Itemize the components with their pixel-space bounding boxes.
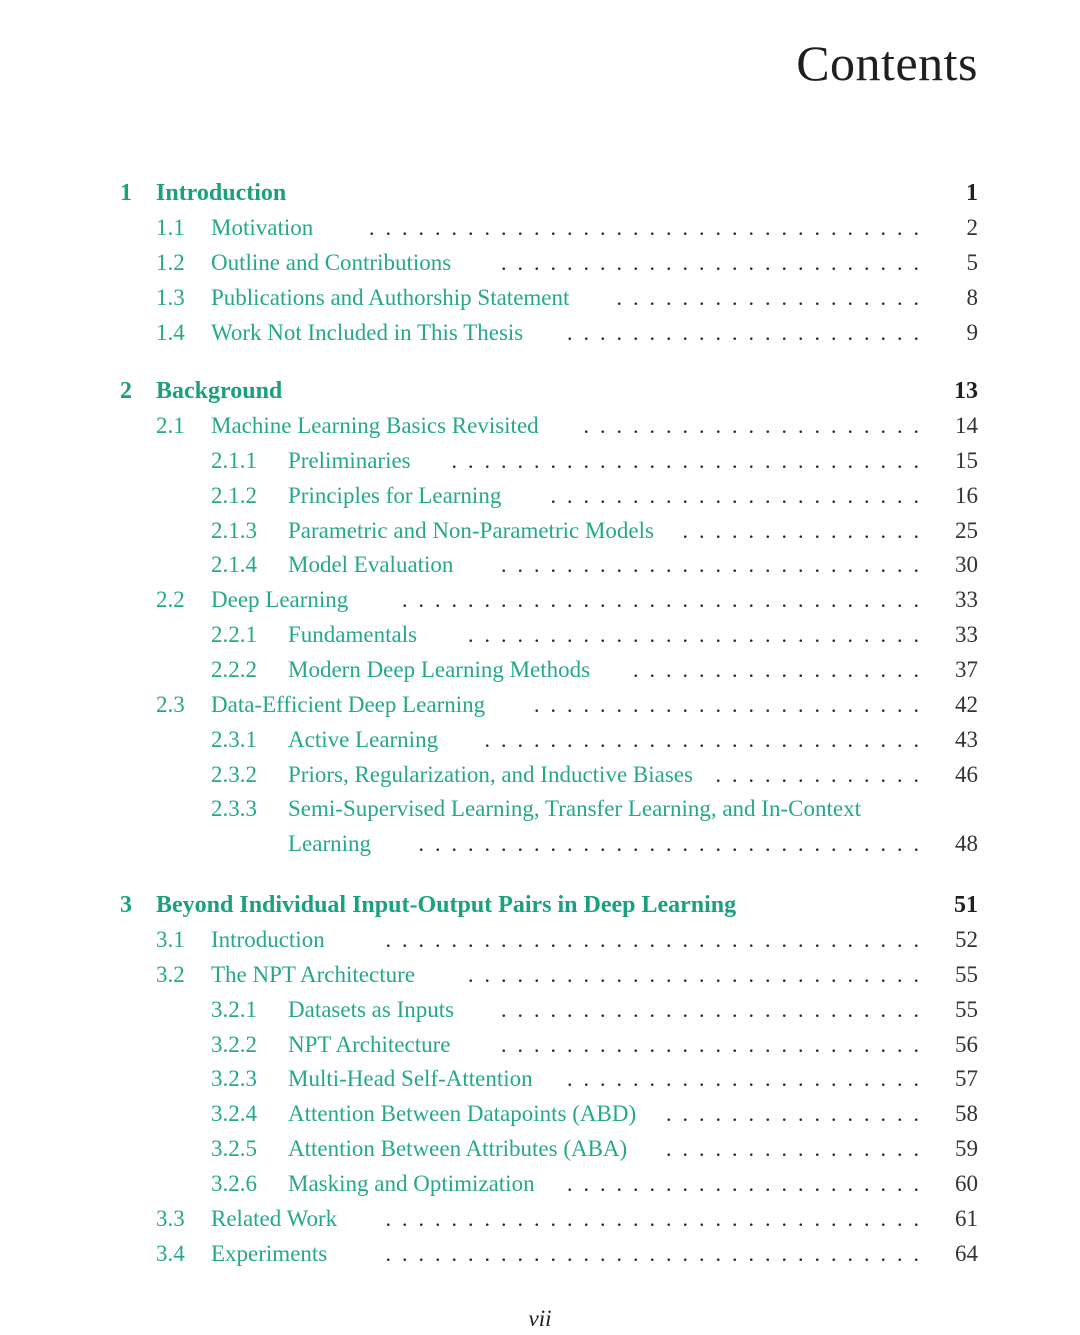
entry-title-link[interactable]: Masking and Optimization — [288, 1171, 535, 1196]
entry-page-number: 33 — [955, 622, 978, 648]
entry-page-number: 8 — [966, 284, 978, 310]
leader-dots: ........................... — [484, 726, 930, 752]
leader-dots: .......................... — [501, 249, 930, 275]
page-title: Contents — [796, 35, 978, 91]
entry-number: 2.1 — [156, 413, 185, 438]
entry-page-number: 42 — [955, 691, 978, 717]
entry-number: 3.2.1 — [211, 996, 257, 1022]
leader-dots: .......................... — [501, 552, 930, 578]
leader-dots: ............................. — [451, 447, 930, 473]
entry-page-number: 16 — [955, 482, 978, 508]
entry-title-link[interactable]: Modern Deep Learning Methods — [288, 657, 591, 682]
toc-section-entry[interactable] — [0, 688, 1080, 722]
entry-page-number: 60 — [955, 1171, 978, 1196]
entry-number: 3.2 — [156, 961, 185, 987]
leader-dots: .................................. — [369, 215, 930, 240]
leader-dots: ............................ — [468, 622, 930, 648]
entry-title-link[interactable]: Related Work — [211, 1205, 338, 1231]
entry-number: 3.2.6 — [211, 1171, 257, 1196]
entry-page-number: 33 — [955, 587, 978, 613]
entry-title-link[interactable]: Machine Learning Basics Revisited — [211, 413, 539, 438]
entry-number: 3.2.3 — [211, 1066, 257, 1092]
leader-dots: ........................ — [534, 691, 930, 717]
toc-chapter-entry[interactable] — [0, 888, 1080, 922]
entry-number: 2.2.1 — [211, 622, 257, 648]
chapter-title-link[interactable]: Background — [156, 378, 283, 404]
leader-dots: .......................... — [501, 996, 930, 1022]
toc-section-entry[interactable] — [0, 1237, 1080, 1271]
toc-subsection-entry[interactable] — [0, 723, 1080, 757]
toc-section-entry[interactable] — [0, 246, 1080, 280]
toc-section-entry[interactable] — [0, 1202, 1080, 1236]
leader-dots: ............................... — [418, 831, 930, 857]
toc-subsection-entry[interactable] — [0, 993, 1080, 1027]
leader-dots: .................. — [633, 657, 930, 682]
chapter-number: 1 — [120, 180, 132, 206]
entry-page-number: 52 — [955, 927, 978, 952]
entry-title-link[interactable]: Attention Between Attributes (ABA) — [288, 1136, 628, 1162]
entry-title-link[interactable]: Introduction — [211, 927, 325, 952]
entry-page-number: 14 — [955, 413, 978, 438]
toc-section-entry[interactable] — [0, 923, 1080, 957]
entry-number: 2.2.2 — [211, 657, 257, 682]
entry-number: 1.4 — [156, 319, 185, 345]
entry-page-number: 9 — [966, 319, 978, 345]
entry-page-number: 57 — [955, 1066, 978, 1092]
entry-title-link[interactable]: The NPT Architecture — [211, 961, 415, 987]
entry-number: 3.3 — [156, 1205, 185, 1231]
entry-title-link[interactable]: Outline and Contributions — [211, 249, 452, 275]
entry-number: 2.3.1 — [211, 726, 257, 752]
toc-subsection-entry[interactable] — [0, 1028, 1080, 1062]
leader-dots: ................... — [616, 284, 930, 310]
entry-title-link[interactable]: Work Not Included in This Thesis — [211, 319, 524, 345]
entry-title-link[interactable]: Preliminaries — [288, 447, 411, 473]
toc-chapter-entry[interactable] — [0, 374, 1080, 408]
entry-title-link[interactable]: Model Evaluation — [288, 552, 454, 578]
toc-section-entry[interactable] — [0, 409, 1080, 443]
entry-number: 2.3.3 — [211, 796, 257, 822]
entry-title-link[interactable]: Parametric and Non-Parametric Models — [288, 517, 654, 543]
toc-subsection-entry[interactable] — [0, 618, 1080, 652]
toc-subsection-entry[interactable] — [0, 479, 1080, 513]
leader-dots: ...................... — [567, 319, 930, 345]
chapter-page-number: 13 — [954, 378, 978, 404]
toc-subsection-entry[interactable] — [0, 514, 1080, 548]
toc-section-entry[interactable] — [0, 316, 1080, 350]
entry-page-number: 30 — [955, 552, 978, 578]
entry-number: 2.1.4 — [211, 552, 257, 578]
entry-page-number: 48 — [955, 831, 978, 857]
toc-subsection-entry[interactable] — [0, 548, 1080, 582]
entry-page-number: 5 — [966, 249, 978, 275]
toc-section-entry[interactable] — [0, 583, 1080, 617]
entry-number: 3.2.4 — [211, 1101, 257, 1127]
entry-title-link[interactable]: Active Learning — [288, 726, 439, 752]
leader-dots: ...................... — [567, 1066, 930, 1092]
leader-dots: ............... — [682, 517, 930, 543]
leader-dots: ................ — [666, 1101, 930, 1127]
entry-title-link[interactable]: Motivation — [211, 215, 314, 240]
toc-section-entry[interactable] — [0, 281, 1080, 315]
entry-page-number: 55 — [955, 996, 978, 1022]
entry-title-link[interactable]: Publications and Authorship Statement — [211, 284, 570, 310]
chapter-title-link[interactable]: Introduction — [156, 180, 287, 206]
entry-page-number: 46 — [955, 761, 978, 787]
entry-title-link[interactable]: Deep Learning — [211, 587, 349, 613]
leader-dots: ............. — [715, 761, 930, 787]
toc-subsection-entry[interactable] — [0, 444, 1080, 478]
entry-title-link[interactable]: Fundamentals — [288, 622, 418, 648]
entry-number: 2.1.3 — [211, 517, 257, 543]
entry-page-number: 56 — [955, 1031, 978, 1057]
toc-subsection-entry[interactable] — [0, 1062, 1080, 1096]
entry-title-link[interactable]: Priors, Regularization, and Inductive Biases — [288, 761, 693, 787]
leader-dots: ................................. — [385, 1205, 930, 1231]
toc-subsection-entry[interactable] — [0, 1167, 1080, 1201]
entry-page-number: 37 — [955, 657, 978, 682]
leader-dots: ................ — [666, 1136, 930, 1162]
entry-page-number: 43 — [955, 726, 978, 752]
entry-title-link[interactable]: Principles for Learning — [288, 482, 502, 508]
toc-chapter-entry[interactable] — [0, 176, 1080, 210]
leader-dots: .......................... — [501, 1031, 930, 1057]
entry-page-number: 61 — [955, 1205, 978, 1231]
chapter-number: 2 — [120, 378, 132, 404]
chapter-title-link[interactable]: Beyond Individual Input-Output Pairs in Deep Learning — [156, 892, 737, 918]
leader-dots: ............................ — [468, 961, 930, 987]
leader-dots: ...................... — [567, 1171, 930, 1196]
entry-title-link[interactable]: NPT Architecture — [288, 1031, 451, 1057]
entry-title-link[interactable]: Datasets as Inputs — [288, 996, 455, 1022]
entry-number: 2.3 — [156, 691, 185, 717]
entry-title-link[interactable]: Learning — [288, 831, 372, 857]
chapter-number: 3 — [120, 892, 132, 918]
entry-number: 3.4 — [156, 1240, 185, 1266]
entry-number: 1.1 — [156, 215, 185, 240]
chapter-page-number: 1 — [966, 180, 978, 206]
toc-section-entry[interactable] — [0, 211, 1080, 245]
chapter-page-number: 51 — [954, 892, 978, 918]
toc-subsection-entry[interactable] — [0, 827, 1080, 861]
entry-page-number: 64 — [955, 1240, 978, 1266]
entry-number: 3.2.2 — [211, 1031, 257, 1057]
entry-page-number: 58 — [955, 1101, 978, 1127]
entry-number: 1.2 — [156, 249, 185, 275]
entry-title-link[interactable]: Semi-Supervised Learning, Transfer Learning, and In-Context — [288, 796, 861, 822]
entry-number: 3.1 — [156, 927, 185, 952]
entry-page-number: 2 — [966, 215, 978, 240]
entry-number: 2.1.2 — [211, 482, 257, 508]
toc-subsection-entry[interactable] — [0, 792, 1080, 826]
leader-dots: ....................... — [550, 482, 930, 508]
entry-page-number: 55 — [955, 961, 978, 987]
leader-dots: ................................. — [385, 1240, 930, 1266]
entry-page-number: 15 — [955, 447, 978, 473]
entry-number: 2.2 — [156, 587, 185, 613]
toc-subsection-entry[interactable] — [0, 1097, 1080, 1131]
toc-subsection-entry[interactable] — [0, 758, 1080, 792]
leader-dots: ..................... — [583, 413, 930, 438]
entry-page-number: 59 — [955, 1136, 978, 1162]
entry-title-link[interactable]: Multi-Head Self-Attention — [288, 1066, 533, 1092]
entry-number: 2.1.1 — [211, 447, 257, 473]
toc-section-entry[interactable] — [0, 958, 1080, 992]
toc-subsection-entry[interactable] — [0, 653, 1080, 687]
entry-number: 2.3.2 — [211, 761, 257, 787]
entry-page-number: 25 — [955, 517, 978, 543]
entry-number: 1.3 — [156, 284, 185, 310]
entry-title-link[interactable]: Experiments — [211, 1240, 328, 1266]
leader-dots: ................................ — [402, 587, 930, 613]
entry-title-link[interactable]: Attention Between Datapoints (ABD) — [288, 1101, 637, 1127]
entry-title-link[interactable]: Data-Efficient Deep Learning — [211, 691, 486, 717]
leader-dots: ................................. — [385, 927, 930, 952]
entry-number: 3.2.5 — [211, 1136, 257, 1162]
page-number-footer: vii — [528, 1306, 552, 1331]
toc-subsection-entry[interactable] — [0, 1132, 1080, 1166]
